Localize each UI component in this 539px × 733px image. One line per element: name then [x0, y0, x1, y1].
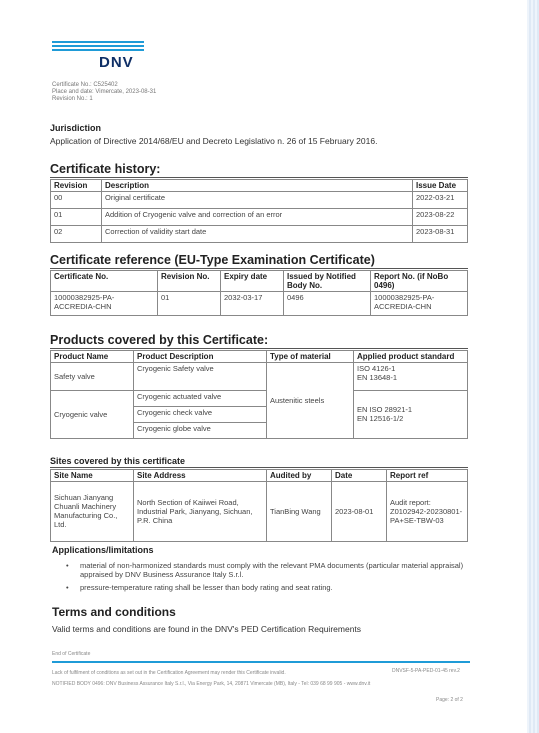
logo-bar: [52, 41, 144, 43]
table-header-row: [51, 469, 468, 481]
standard-text: EN ISO 28921-1: [357, 405, 413, 415]
cell-issue-date: 2023-08-22: [413, 208, 468, 225]
cell-issue-date: 2023-08-31: [413, 225, 468, 242]
col-certificate-no: Certificate No.: [51, 270, 158, 291]
footer-lack-text: Lack of fulfilment of conditions as set out in the Certification Agreement may render this Certificate invalid.: [52, 670, 286, 676]
table-row: [51, 390, 468, 406]
cell-standards: [354, 362, 468, 390]
reference-table: [50, 270, 468, 316]
bullet-icon: •: [66, 561, 69, 570]
cell-revision-no: 01: [158, 291, 221, 315]
scan-edge: [527, 0, 539, 733]
reference-title: Certificate reference (EU-Type Examination Certificate): [50, 253, 375, 267]
table-header-row: [51, 350, 468, 362]
col-applied-standard: Applied product standard: [354, 350, 468, 362]
certificate-meta: [52, 82, 156, 103]
col-report-ref: Report ref: [387, 469, 468, 481]
cell-product-name: Cryogenic valve: [51, 390, 134, 438]
table-row: [51, 291, 468, 315]
standard-text: EN 12516-1/2: [357, 414, 404, 424]
cell-description: Original certificate: [102, 191, 413, 208]
page-number: Page: 2 of 2: [436, 697, 463, 703]
logo-bar: [52, 49, 144, 51]
cell-certificate-no: 10000382925-PA-ACCREDIA-CHN: [51, 291, 158, 315]
table-row: [51, 481, 468, 541]
cell-standards: [354, 390, 468, 438]
cell-description: Correction of validity start date: [102, 225, 413, 242]
history-section: [50, 162, 468, 243]
table-row: [51, 225, 468, 242]
sites-rule: [50, 467, 468, 468]
applications-section: [52, 545, 468, 592]
cell-audited-by: TianBing Wang: [267, 481, 332, 541]
terms-text: Valid terms and conditions are found in the DNV's PED Certification Requirements: [52, 624, 362, 634]
list-item-text: material of non-harmonized standards must comply with the relevant PMA documents (particular material appraisal) appraised by DNV Business Assurance Italy S.r.l.: [80, 561, 464, 579]
end-of-certificate: End of Certificate: [52, 651, 91, 657]
revision-number: Revision No.: 1: [52, 96, 93, 102]
table-row: [51, 191, 468, 208]
col-issue-date: Issue Date: [413, 179, 468, 191]
products-title: Products covered by this Certificate:: [50, 333, 269, 347]
table-row: [51, 208, 468, 225]
col-site-address: Site Address: [134, 469, 267, 481]
cell-product-description: Cryogenic globe valve: [134, 422, 267, 438]
col-product-name: Product Name: [51, 350, 134, 362]
products-rule: [50, 348, 468, 349]
jurisdiction-text: Application of Directive 2014/68/EU and Decreto Legislativo n. 26 of 15 February 2016.: [50, 136, 378, 146]
logo-bar: [52, 45, 144, 47]
table-header-row: [51, 270, 468, 291]
applications-title: Applications/limitations: [52, 545, 154, 555]
history-title: Certificate history:: [50, 162, 161, 176]
cell-product-description: Cryogenic Safety valve: [134, 362, 267, 390]
terms-section: [52, 605, 482, 634]
sites-title: Sites covered by this certificate: [50, 456, 186, 466]
sites-table: [50, 469, 468, 542]
products-section: [50, 333, 468, 439]
cell-revision: 00: [51, 191, 102, 208]
cell-report-no: 10000382925-PA-ACCREDIA-CHN: [371, 291, 468, 315]
reference-section: [50, 253, 468, 316]
footer-form-code: DNVSF-5-PA-PED-01-45 rev.2: [392, 668, 460, 674]
cell-expiry-date: 2032-03-17: [221, 291, 284, 315]
cell-product-name: Safety valve: [51, 362, 134, 390]
col-revision: Revision: [51, 179, 102, 191]
dnv-logo-bars: [52, 41, 144, 53]
standard-text: EN 13648-1: [357, 372, 398, 382]
standard-text: ISO 4126-1: [357, 363, 396, 373]
list-item-text: pressure-temperature rating shall be lesser than body rating and seat rating.: [80, 583, 333, 592]
footer-notified-body: NOTIFIED BODY 0496: DNV Business Assurance Italy S.r.l., Via Energy Park, 14, 20871 Vimercate (MB), Italy - Tel: 039 68 99 905 - www.dnv.it: [52, 681, 371, 687]
col-product-description: Product Description: [134, 350, 267, 362]
reference-rule: [50, 268, 468, 269]
cell-notified-body: 0496: [284, 291, 371, 315]
jurisdiction-section: [50, 123, 490, 146]
dnv-logo: DNV: [99, 54, 134, 71]
col-revision-no: Revision No.: [158, 270, 221, 291]
jurisdiction-heading: Jurisdiction: [50, 123, 102, 133]
col-description: Description: [102, 179, 413, 191]
terms-title: Terms and conditions: [52, 605, 176, 619]
list-item: [52, 583, 468, 592]
cell-revision: 02: [51, 225, 102, 242]
cell-description: Addition of Cryogenic valve and correction of an error: [102, 208, 413, 225]
cell-report-ref: Audit report: Z0102942-20230801-PA+SE-TBW-03: [387, 481, 468, 541]
history-table: [50, 179, 468, 243]
col-audited-by: Audited by: [267, 469, 332, 481]
cell-site-address: North Section of Kaiiwei Road, Industrial Park, Jianyang, Sichuan, P.R. China: [134, 481, 267, 541]
cell-product-description: Cryogenic actuated valve: [134, 390, 267, 406]
list-item: [52, 561, 468, 579]
place-and-date: Place and date: Vimercate, 2023-08-31: [52, 89, 157, 95]
sites-section: [50, 456, 468, 542]
products-table: [50, 350, 468, 439]
cell-material: Austenitic steels: [267, 362, 354, 438]
history-rule: [50, 177, 468, 178]
col-expiry-date: Expiry date: [221, 270, 284, 291]
table-row: [51, 362, 468, 390]
certificate-number: Certificate No.: C525402: [52, 82, 118, 88]
cell-site-name: Sichuan Jianyang Chuanli Machinery Manufacturing Co., Ltd.: [51, 481, 134, 541]
col-date: Date: [332, 469, 387, 481]
cell-product-description: Cryogenic check valve: [134, 406, 267, 422]
cell-revision: 01: [51, 208, 102, 225]
cell-date: 2023-08-01: [332, 481, 387, 541]
col-type-of-material: Type of material: [267, 350, 354, 362]
col-notified-body: Issued by Notified Body No.: [284, 270, 371, 291]
footer-rule: [52, 661, 470, 663]
cell-issue-date: 2022-03-21: [413, 191, 468, 208]
bullet-icon: •: [66, 583, 69, 592]
table-header-row: [51, 179, 468, 191]
col-report-no: Report No. (if NoBo 0496): [371, 270, 468, 291]
col-site-name: Site Name: [51, 469, 134, 481]
